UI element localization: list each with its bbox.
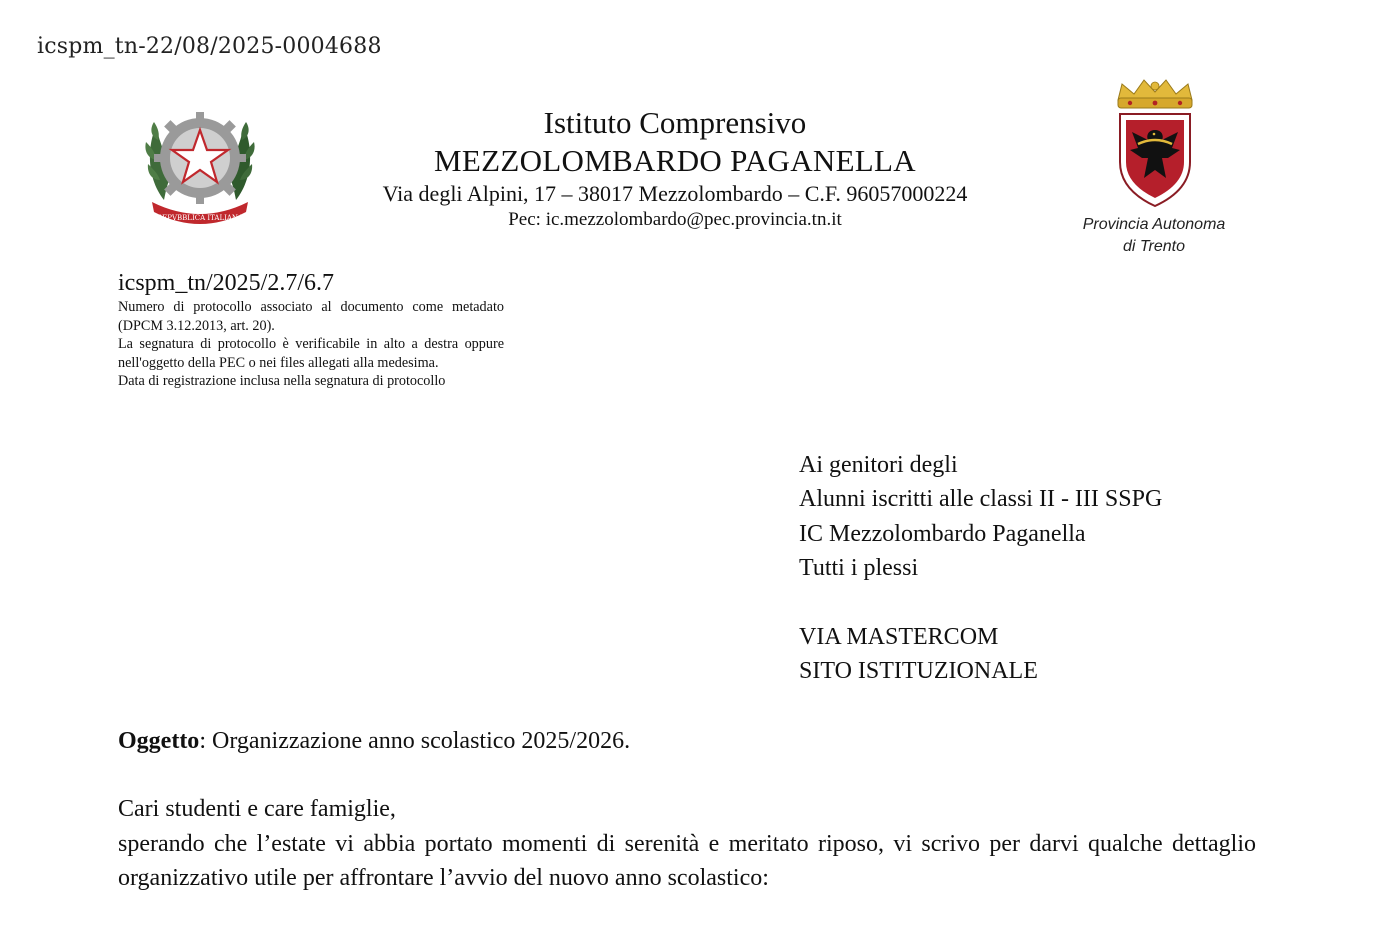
letterhead — [320, 104, 1030, 232]
province-caption-line1: Provincia Autonoma — [1082, 216, 1226, 233]
protocol-note-line: Numero di protocollo associato al documento come metadato (DPCM 3.12.2013, art. 20). — [118, 299, 504, 334]
protocol-block — [118, 268, 504, 391]
body-paragraph: sperando che l’estate vi abbia portato momenti di serenità e meritato riposo, vi scrivo per darvi qualche dettaglio organizzativo utile per affrontare l’avvio del nuovo anno scolastico: — [118, 830, 1256, 891]
subject-text: : Organizzazione anno scolastico 2025/2026. — [199, 728, 631, 754]
protocol-note-line: Data di registrazione inclusa nella segnatura di protocollo — [118, 373, 446, 390]
recipient-line: Alunni iscritti alle classi II - III SSPG — [799, 486, 1163, 513]
recipient-line: Tutti i plessi — [799, 555, 919, 582]
protocol-stamp: icspm_tn-22/08/2025-0004688 — [37, 34, 382, 59]
recipient-line: IC Mezzolombardo Paganella — [799, 520, 1086, 547]
province-caption-line2: di Trento — [1123, 238, 1185, 255]
institute-pec: Pec: ic.mezzolombardo@pec.provincia.tn.it — [508, 209, 842, 230]
protocol-note-line: La segnatura di protocollo è verificabile in alto a destra oppure nell'oggetto della PEC o nei files allegati alla medesima. — [118, 336, 504, 371]
letter-body — [118, 792, 1256, 896]
recipients-spacer — [799, 586, 1162, 620]
institute-name: MEZZOLOMBARDO PAGANELLA — [434, 143, 916, 178]
greeting: Cari studenti e care famiglie, — [118, 796, 396, 822]
subject-line — [118, 724, 630, 758]
italian-republic-emblem-icon — [144, 100, 256, 228]
subject-label: Oggetto — [118, 728, 200, 754]
protocol-number: icspm_tn/2025/2.7/6.7 — [118, 270, 334, 296]
delivery-channel: VIA MASTERCOM — [799, 624, 999, 651]
institute-title: Istituto Comprensivo — [543, 105, 807, 140]
delivery-channel: SITO ISTITUZIONALE — [799, 658, 1038, 685]
emblem-banner-text: REPVBBLICA ITALIANA — [156, 214, 244, 222]
protocol-note — [118, 298, 504, 391]
recipients-block — [799, 448, 1162, 689]
institute-address: Via degli Alpini, 17 – 38017 Mezzolombardo – C.F. 96057000224 — [382, 181, 968, 206]
province-caption — [1070, 214, 1238, 258]
trento-eagle-coat-of-arms-icon — [1108, 78, 1202, 208]
recipient-line: Ai genitori degli — [799, 452, 958, 478]
